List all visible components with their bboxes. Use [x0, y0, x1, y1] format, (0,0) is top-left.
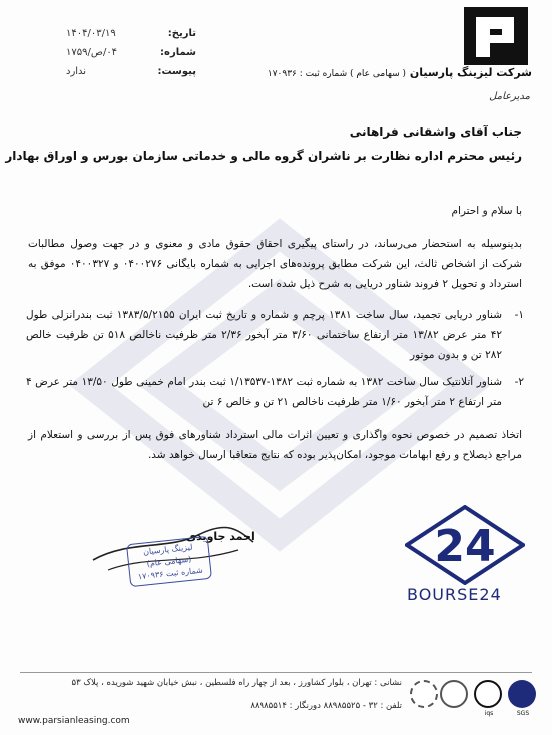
cert-icon	[440, 680, 468, 708]
meta-value: ندارد	[66, 66, 87, 77]
company-name	[267, 66, 532, 79]
company-logo-icon	[462, 5, 530, 67]
greeting: با سلام و احترام	[451, 205, 522, 217]
meta-date-row	[66, 28, 196, 47]
signatory-name: احمد جاویدی	[186, 530, 255, 543]
bourse24-logo-text: BOURSE24	[407, 585, 502, 604]
company-stamp	[126, 536, 212, 587]
iqs-icon	[474, 680, 502, 708]
cert-icon	[410, 680, 438, 708]
managing-director-label: مدیرعامل	[489, 91, 530, 102]
addressee: جناب آقای واشقانی فراهانی	[349, 125, 522, 139]
addressee-title: رئیس محترم اداره نظارت بر ناشران گروه مالی و خدماتی سازمان بورس و اوراق بهادار	[5, 149, 522, 163]
list-item-text: شناور آتلانتیک سال ساخت ۱۳۸۲ به شماره ثبت ۱۳۸۲-۱/۱۳۵۳۷ ثبت بندر امام خمینی طول ۱۳/۵۰ متر عرض ۴ متر ارتفاع ۲ متر آبخور ۱/۶۰ متر ظرفیت ناخالص ۲۱ تن و خالص ۶ تن	[26, 376, 502, 408]
cert-label: SGS	[516, 710, 530, 717]
svg-text:24: 24	[434, 521, 496, 572]
closing-paragraph: اتخاذ تصمیم در خصوص نحوه واگذاری و تعیین اثرات مالی استرداد شناورهای فوق پس از بررسی و استعلام از مراجع ذیصلاح و رفع ابهامات موجود، امکان‌پذیر بوده که نتایج متعاقبا ارسال خواهد شد.	[28, 429, 522, 461]
bourse24-logo-icon	[405, 505, 525, 585]
meta-label: پیوست:	[157, 66, 196, 77]
footer-phones: تلفن : ۳۲ - ۸۸۹۸۵۵۲۵ دورنگار : ۸۸۹۸۵۵۱۴	[250, 701, 402, 711]
meta-label: تاریخ:	[167, 28, 196, 39]
body-paragraph: بدینوسیله به استحضار می‌رساند، در راستای پیگیری احقاق حقوق مادی و معنوی و در جهت وصول مطالبات شرکت از اشخاص ثالث، این شرکت مطابق پرونده‌های اجرایی به شماره بایگانی ۰۴۰۰۲۷۶ و ۰۴۰۰۳۲۷ موفق به استرداد و تحویل ۲ فروند شناور دریایی به شرح ذیل شده است.	[28, 238, 522, 290]
list-item-number: ۲-	[514, 376, 524, 388]
cert-badge	[410, 680, 440, 728]
list-item-text: شناور دریایی تجمید، سال ساخت ۱۳۸۱ پرچم و شماره و تاریخ ثبت ایران ۱۳۸۳/۵/۲۱۵۵ ثبت بندرانزلی طول ۴۲ متر عرض ۱۳/۸۲ متر ارتفاع ساختمانی ۳/۶۰ متر آبخور ۲/۳۶ متر ظرفیت ناخالص ۵۱۸ تن ظرفیت خالص ۲۸۲ تن و بدون موتور	[26, 309, 502, 361]
meta-value: ۰۴/ص/۱۷۵۹	[66, 47, 118, 58]
footer-website-link[interactable]: www.parsianleasing.com	[18, 716, 130, 726]
list-item-number: ۱-	[514, 309, 524, 321]
sgs-icon	[508, 680, 536, 708]
cert-badge	[440, 680, 470, 728]
meta-label: شماره:	[160, 47, 196, 58]
footer-divider	[20, 672, 532, 673]
list-item	[26, 305, 524, 365]
meta-attachment-row	[66, 66, 196, 85]
list-item	[26, 372, 524, 412]
meta-number-row	[66, 47, 196, 66]
stamp-line: شماره ثبت ۱۷۰۹۳۶	[137, 565, 204, 582]
company-name-text: شرکت لیزینگ پارسیان	[409, 66, 532, 79]
stamp-line: (سهامی عام)	[146, 554, 192, 569]
iqs-cert-badge	[474, 680, 504, 728]
cert-label: iqs	[484, 710, 494, 717]
letter-meta	[66, 28, 196, 85]
company-registration: ( سهامی عام ) شماره ثبت : ۱۷۰۹۳۶	[267, 69, 407, 79]
stamp-line: لیزینگ پارسیان	[142, 542, 193, 557]
footer-address: نشانی : تهران ، بلوار کشاورز ، بعد از چهار راه فلسطین ، نبش خیابان شهید شوریده ، پلاک ۵۳	[71, 678, 402, 688]
sgs-cert-badge	[508, 680, 538, 728]
meta-value: ۱۴۰۴/۰۳/۱۹	[66, 28, 116, 39]
